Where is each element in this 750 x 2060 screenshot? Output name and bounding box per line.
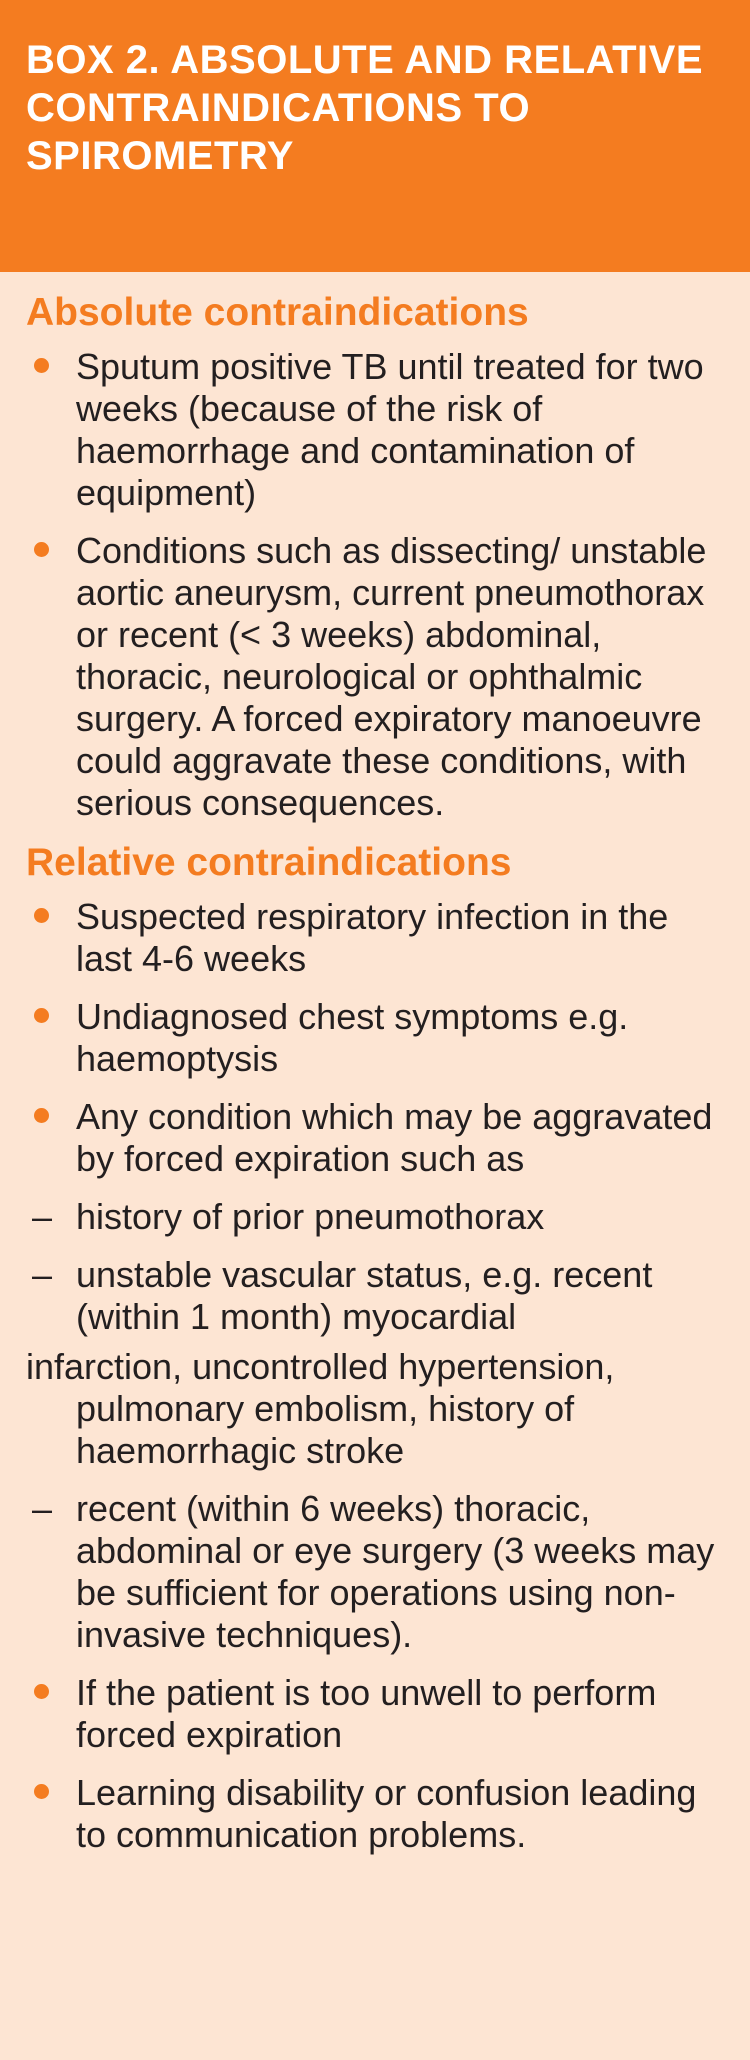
sub-list-item (26, 1254, 732, 1338)
bullet-icon (34, 1008, 49, 1023)
box-title: BOX 2. ABSOLUTE AND RELATIVE CONTRAINDICATIONS TO SPIROMETRY (26, 38, 704, 178)
list-item (26, 996, 732, 1080)
bullet-icon (34, 358, 49, 373)
list-item (26, 346, 732, 514)
list-item (26, 1096, 732, 1180)
list-item (26, 896, 732, 980)
absolute-list (26, 346, 732, 824)
bullet-icon (34, 1784, 49, 1799)
continuation-first-line: infarction, uncontrolled hypertension, (26, 1346, 615, 1387)
bullet-icon (34, 908, 49, 923)
sub-list-item (26, 1196, 732, 1238)
sub-item-text: unstable vascular status, e.g. recent (within 1 month) myocardial (76, 1254, 653, 1337)
box-header (0, 0, 750, 272)
dash-marker: – (32, 1488, 53, 1529)
sub-item-text: history of prior pneumothorax (76, 1196, 545, 1237)
sub-item-continuation (26, 1346, 732, 1472)
list-item (26, 1772, 732, 1856)
sub-list-item (26, 1488, 732, 1656)
bullet-icon (34, 1684, 49, 1699)
bullet-icon (34, 1108, 49, 1123)
list-item-text: Learning disability or confusion leading to communication problems. (76, 1772, 697, 1855)
list-item-text: Any condition which may be aggravated by forced expiration such as (76, 1096, 713, 1179)
list-item (26, 1672, 732, 1756)
continuation-rest: pulmonary embolism, history of haemorrhagic stroke (76, 1388, 575, 1471)
list-item-text: Sputum positive TB until treated for two weeks (because of the risk of haemorrhage and contamination of equipment) (76, 346, 704, 513)
list-item-text: Undiagnosed chest symptoms e.g. haemoptysis (76, 996, 629, 1079)
relative-list (26, 896, 732, 1856)
absolute-section-title: Absolute contraindications (26, 291, 529, 334)
box-content (0, 272, 750, 1856)
list-item-text: If the patient is too unwell to perform forced expiration (76, 1672, 657, 1755)
dash-marker: – (32, 1196, 53, 1237)
dash-marker: – (32, 1254, 53, 1295)
list-item (26, 530, 732, 824)
relative-section-title: Relative contraindications (26, 841, 512, 884)
list-item-text: Conditions such as dissecting/ unstable aortic aneurysm, current pneumothorax or recent (< 3 weeks) abdominal, thoracic, neurological or ophthalmic surgery. A forced expiratory manoeuvre could aggravate these conditions, with serious consequences. (76, 530, 707, 823)
bullet-icon (34, 542, 49, 557)
list-item-text: Suspected respiratory infection in the last 4-6 weeks (76, 896, 669, 979)
sub-item-text: recent (within 6 weeks) thoracic, abdominal or eye surgery (3 weeks may be sufficient for operations using non-invasive techniques). (76, 1488, 715, 1655)
